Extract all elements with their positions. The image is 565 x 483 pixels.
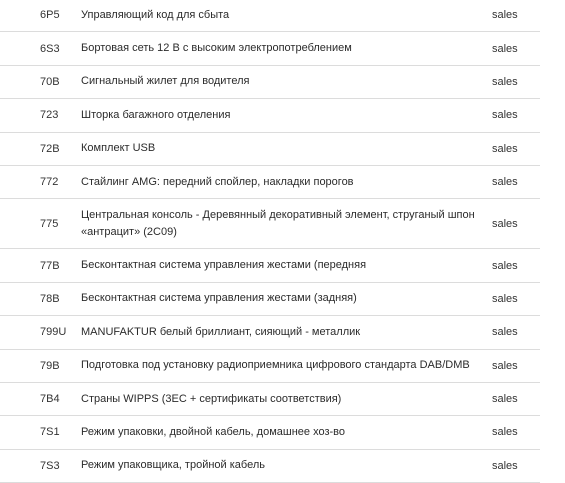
option-source: sales bbox=[492, 426, 518, 439]
option-code: 70B bbox=[40, 75, 60, 88]
option-code: 7S3 bbox=[40, 459, 60, 472]
option-description: Бортовая сеть 12 В с высоким электропотреблением bbox=[81, 42, 352, 55]
option-code: 775 bbox=[40, 217, 59, 230]
option-code: 799U bbox=[40, 326, 67, 339]
table-row bbox=[0, 0, 540, 32]
option-source: sales bbox=[492, 359, 518, 372]
option-code: 772 bbox=[40, 176, 59, 189]
table-row bbox=[0, 249, 540, 282]
option-code: 79B bbox=[40, 359, 60, 372]
table-row bbox=[0, 99, 540, 132]
option-source: sales bbox=[492, 142, 518, 155]
option-description: Подготовка под установку радиоприемника цифрового стандарта DAB/DMB bbox=[81, 359, 470, 372]
option-source: sales bbox=[492, 75, 518, 88]
option-code: 7B4 bbox=[40, 393, 60, 406]
table-row bbox=[0, 350, 540, 383]
option-source: sales bbox=[492, 459, 518, 472]
table-row bbox=[0, 316, 540, 349]
option-source: sales bbox=[492, 393, 518, 406]
option-code: 6P5 bbox=[40, 9, 60, 22]
table-row bbox=[0, 416, 540, 449]
option-description: MANUFAKTUR белый бриллиант, сияющий - металлик bbox=[81, 325, 361, 338]
option-description: Режим упаковки, двойной кабель, домашнее хоз-во bbox=[81, 425, 345, 438]
table-row bbox=[0, 32, 540, 65]
table-row bbox=[0, 199, 540, 249]
option-code: 7S1 bbox=[40, 426, 60, 439]
option-source: sales bbox=[492, 109, 518, 122]
table-row bbox=[0, 283, 540, 316]
option-description: Управляющий код для сбыта bbox=[81, 8, 230, 21]
option-source: sales bbox=[492, 259, 518, 272]
table-row bbox=[0, 383, 540, 416]
table-row bbox=[0, 133, 540, 166]
option-source: sales bbox=[492, 9, 518, 22]
table-row bbox=[0, 166, 540, 199]
option-code: 78B bbox=[40, 292, 60, 305]
option-description: Бесконтактная система управления жестами (передняя bbox=[81, 259, 367, 272]
option-source: sales bbox=[492, 42, 518, 55]
option-description: Комплект USB bbox=[81, 142, 156, 155]
option-code: 72B bbox=[40, 142, 60, 155]
option-description: Режим упаковщика, тройной кабель bbox=[81, 459, 265, 472]
option-source: sales bbox=[492, 217, 518, 230]
option-source: sales bbox=[492, 292, 518, 305]
option-source: sales bbox=[492, 176, 518, 189]
option-description: Бесконтактная система управления жестами (задняя) bbox=[81, 292, 357, 305]
option-description: Сигнальный жилет для водителя bbox=[81, 75, 250, 88]
option-description: Стайлинг AMG: передний спойлер, накладки порогов bbox=[81, 175, 354, 188]
option-source: sales bbox=[492, 326, 518, 339]
option-code: 723 bbox=[40, 109, 59, 122]
table-row bbox=[0, 450, 540, 483]
option-code: 6S3 bbox=[40, 42, 60, 55]
table-row bbox=[0, 66, 540, 99]
option-description: Шторка багажного отделения bbox=[81, 108, 231, 121]
option-description: Страны WIPPS (3ЕС + сертификаты соответствия) bbox=[81, 392, 342, 405]
option-code: 77B bbox=[40, 259, 60, 272]
option-description: Центральная консоль - Деревянный декоративный элемент, струганый шпон «антрацит» (2C09) bbox=[81, 208, 475, 238]
